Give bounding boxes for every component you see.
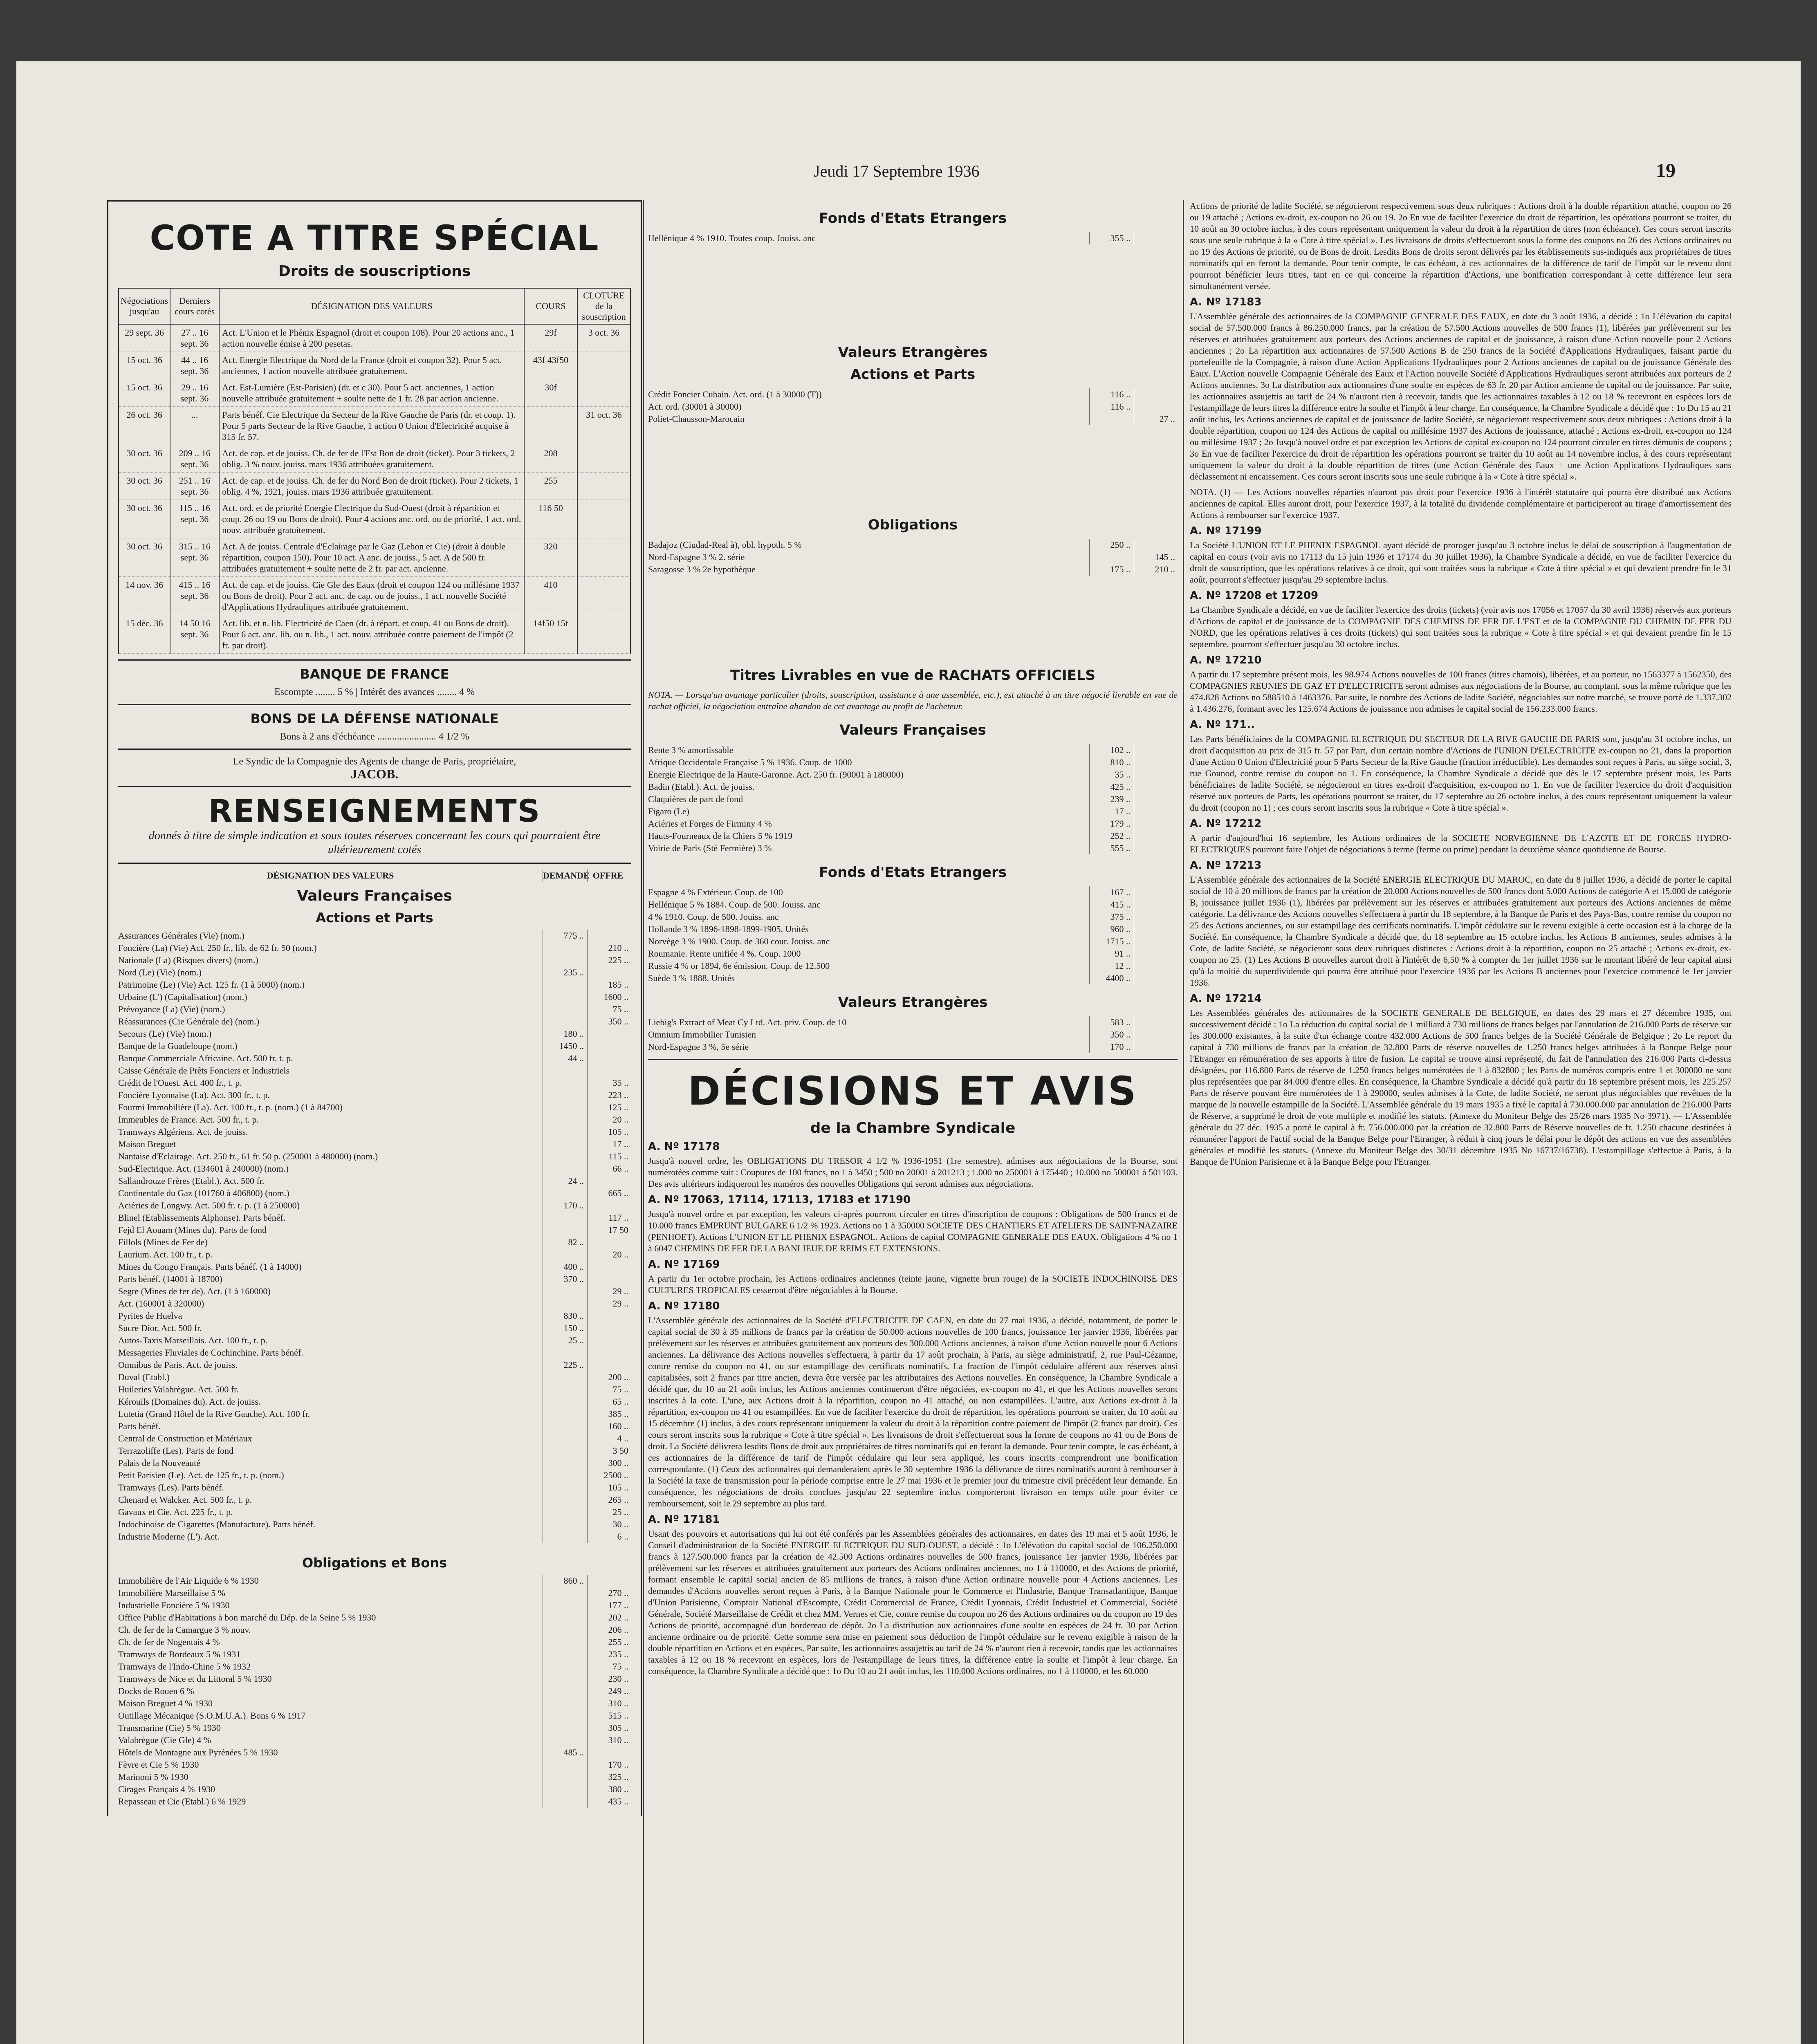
- list-item: Office Public d'Habitations à bon marché du Dép. de la Seine 5 % 1930 202 ..: [118, 1611, 631, 1624]
- table-row: [119, 445, 630, 473]
- cell-date: 26 oct. 36: [119, 407, 170, 445]
- avis-text: L'Assemblée générale des actionnaires de la Société ENERGIE ELECTRIQUE DU MAROC, en date du 8 juillet 1936, a décidé de porter le capital social de 10 à 20 millions de francs par la création de 20.000 Actions nouvelles de 500 francs dont 5.000 Actions de catégorie A et 15.000 de catégorie B, jouissance juillet 1936 (1), libérées par prélèvement sur les réserves et attribuées gratuitement aux porteurs des Actions anciennes de même catégorie. La délivrance des Actions nouvelles s'effectuera à partir du 18 septembre, à la Banque de Paris et des Pays-Bas, contre remise du coupon no 25 des Actions anciennes, ou sur estampillage des certificats nominatifs. L'impôt cédulaire sur le revenu exigible à cette occasion est à la charge de la Société. En conséquence, la Chambre Syndicale a décidé que, du 18 septembre au 15 octobre inclus, les Actions B anciennes, seules admises à la Cote, de ladite Société, se négocieront sous deux rubriques distinctes : Actions droit à la répartition, coupon no 25 attaché ; Actions ex-droit, ex-coupon no 25. (1) Les Actions B nouvelles auront droit à l'intérêt de 6,50 % à compter du 1er juillet 1936 sur le montant libéré de leur capital ainsi qu'à la moitié du superdividende qui pourra être attribué pour l'exercice 1936 par les Actions B anciennes pour l'exercice commencé le 1er janvier 1936.: [1190, 874, 1732, 988]
- cell-date: 30 oct. 36: [119, 500, 170, 538]
- cell-date: 15 oct. 36: [119, 352, 170, 379]
- cell-cloture: [577, 500, 630, 538]
- avis-number: A. Nº 17213: [1190, 859, 1262, 872]
- cell-cloture: 31 oct. 36: [577, 407, 630, 445]
- list-item: Ch. de fer de la Camargue 3 % nouv. 206 ..: [118, 1624, 631, 1636]
- list-item: Hauts-Fourneaux de la Chiers 5 % 1919 252 ..: [648, 830, 1178, 842]
- table-row: [119, 538, 630, 577]
- cote-titre-special-box: [107, 200, 642, 1816]
- rens-ap-title: Actions et Parts: [316, 910, 433, 926]
- renseignements-title: RENSEIGNEMENTS: [208, 793, 541, 829]
- list-item: Act. (160001 à 320000) 29 ..: [118, 1298, 631, 1310]
- list-item: Badin (Etabl.). Act. de jouiss. 425 ..: [648, 781, 1178, 793]
- avis-text: A partir du 17 septembre présent mois, les 98.974 Actions nouvelles de 100 francs (titres chamois), libérées, et au porteur, no 1563377 à 1562350, des COMPAGNIES REUNIES DE GAZ ET D'ELECTRICITE seront admises aux négociations de la Bourse, au comptant, sous la même rubrique que les 474.828 Actions no 588510 à 1463376. Par suite, le nombre des Actions de ladite Société, négociables sur notre marché, se trouve porté de 1.337.302 à 1.436.276, formant avec les 125.674 Actions de jouissance non admises le capital social de 156.233.000 francs.: [1190, 669, 1732, 714]
- col-derniers: Derniers cours cotés: [170, 288, 219, 324]
- list-item: Tramways (Les). Parts bénéf. 105 ..: [118, 1481, 631, 1494]
- cell-desig: Parts bénéf. Cie Electrique du Secteur de la Rive Gauche de Paris (dr. et coup. 1). Pour 5 parts Secteur de la Rive Gauche, 1 action 0 Union d'Electricité acquise à 315 fr. 57.: [219, 407, 524, 445]
- list-item: Russie 4 % or 1894, 6e émission. Coup. de 12.500 12 ..: [648, 960, 1178, 972]
- cell-last: 415 .. 16 sept. 36: [170, 577, 219, 615]
- list-item: Banque de la Guadeloupe (nom.) 1450 ..: [118, 1040, 631, 1052]
- signature: JACOB.: [350, 766, 399, 781]
- avis-number: A. Nº 171..: [1190, 719, 1255, 731]
- avis-number: A. Nº 17210: [1190, 654, 1262, 666]
- avis-number: A. Nº 17208 et 17209: [1190, 589, 1319, 602]
- cell-date: 30 oct. 36: [119, 473, 170, 500]
- col-negociations: Négociations jusqu'au: [119, 288, 170, 324]
- list-item: Chenard et Walcker. Act. 500 fr., t. p. 265 ..: [118, 1494, 631, 1506]
- cell-cours: 116 50: [524, 500, 577, 538]
- cell-desig: Act. A de jouiss. Centrale d'Eclairage par le Gaz (Lebon et Cie) (droit à double répartition, coupon 150). Pour 10 act. A anc. de jouiss., 5 act. A de 500 fr. attribuées gratuitement + soulte nette de 2 fr. par act. ancienne.: [219, 538, 524, 577]
- cell-date: 15 déc. 36: [119, 615, 170, 654]
- list-item: Tramways de Bordeaux 5 % 1931 235 ..: [118, 1648, 631, 1661]
- cell-cours: 14f50 15f: [524, 615, 577, 654]
- col-cours: COURS: [524, 288, 577, 324]
- list-item: Nationale (La) (Risques divers) (nom.) 225 ..: [118, 954, 631, 966]
- cell-last: 315 .. 16 sept. 36: [170, 538, 219, 577]
- list-item: Foncière Lyonnaise (La). Act. 300 fr., t. p. 223 ..: [118, 1089, 631, 1101]
- page-date: Jeudi 17 Septembre 1936: [814, 162, 980, 180]
- decisions-title: DÉCISIONS ET AVIS: [688, 1068, 1138, 1114]
- avis-text: A partir du 1er octobre prochain, les Actions ordinaires anciennes (teinte jaune, vignette brun rouge) de la SOCIETE INDOCHINOISE DES CULTURES TROPICALES cesseront d'être négociables à la Bourse.: [648, 1273, 1178, 1295]
- cell-last: 44 .. 16 sept. 36: [170, 352, 219, 379]
- list-item: Fèvre et Cie 5 % 1930 170 ..: [118, 1759, 631, 1771]
- list-item: Valabrègue (Cie Gle) 4 % 310 ..: [118, 1734, 631, 1746]
- list-item: Badajoz (Ciudad-Real à), obl. hypoth. 5 % 250 ..: [648, 539, 1178, 551]
- avis-text: NOTA. (1) — Les Actions nouvelles réparties n'auront pas droit pour l'exercice 1936 à l'intérêt statutaire qui pourra être distribué aux Actions anciennes de capital. Elles auront droit, pour l'exercice 1937, à la totalité du dividende complémentaire et participeront au tirage d'amortissement des Actions à rembourser sur l'exercice 1937.: [1190, 487, 1732, 520]
- list-item: Parts bénéf. (14001 à 18700) 370 ..: [118, 1273, 631, 1285]
- cell-desig: Act. de cap. et de jouiss. Ch. de fer de l'Est Bon de droit (ticket). Pour 3 tickets, 2 oblig. 3 % nouv. jouiss. mars 1936 attribuées gratuitement.: [219, 445, 524, 473]
- ve-title: Valeurs Etrangères: [838, 344, 988, 361]
- list-item: Figaro (Le) 17 ..: [648, 805, 1178, 818]
- avis-number: A. Nº 17212: [1190, 818, 1262, 830]
- list-item: Poliet-Chausson-Marocain 27 ..: [648, 413, 1178, 425]
- list-item: Afrique Occidentale Française 5 % 1936. Coup. de 1000 810 ..: [648, 756, 1178, 769]
- cell-date: 30 oct. 36: [119, 538, 170, 577]
- avis-text: La Société L'UNION ET LE PHENIX ESPAGNOL ayant décidé de proroger jusqu'au 3 octobre inclus le délai de souscription à l'augmentation de capital en cours (voir avis no 17113 du 15 juin 1936 et 17174 du 30 juillet 1936), la Chambre Syndicale a décidé, en vue de faciliter l'exercice du droit de souscription, que les opérations relatives à ce droit, qui sont traitées sous la rubrique « Cote à titre spécial » et qui devaient prendre fin le 31 août, pourront s'effectuer jusqu'au 29 septembre inclus.: [1190, 540, 1732, 585]
- page-number: 19: [1656, 160, 1676, 182]
- cell-cours: 255: [524, 473, 577, 500]
- cell-cloture: [577, 445, 630, 473]
- cell-last: 209 .. 16 sept. 36: [170, 445, 219, 473]
- list-item: Immeubles de France. Act. 500 fr., t. p. 20 ..: [118, 1114, 631, 1126]
- ve2-title: Valeurs Etrangères: [838, 994, 988, 1011]
- list-item: Nord (Le) (Vie) (nom.) 235 ..: [118, 966, 631, 979]
- rachats-vf-title: Valeurs Françaises: [839, 722, 986, 738]
- avis-text: L'Assemblée générale des actionnaires de la Société d'ELECTRICITE DE CAEN, en date du 27 mai 1936, a décidé, notamment, de porter le capital social de 30 à 35 millions de francs par la création de 50.000 actions nouvelles de 100 francs, jouissance 1er janvier 1936, libérées par prélèvement sur les réserves et attribuées gratuitement aux porteurs des 300.000 Actions anciennes, à raison d'une Action nouvelle pour 6 Actions anciennes. La délivrance des Actions nouvelles s'effectuera, à partir du 17 août prochain, à Paris, au siège administratif, 2, rue Paul-Cézanne, contre remise du coupon no 41, ou sur estampillage des certificats nominatifs. La fraction de l'impôt cédulaire afférent aux réserves ainsi capitalisées, soit 2 francs par titre ancien, devra être versée par les attributaires des Actions nouvelles. En conséquence, la Chambre Syndicale a décidé que, du 10 au 21 août inclus, les Actions anciennes continueront d'être négociées, ex-coupon no 41, et que les Actions nouvelles seront inscrites à la cote. L'une, aux Actions droit à la répartition, coupon no 41 attaché, ou non estampillées. L'autre, aux Actions ex-droit à la répartition, ex-coupon no 41 ou estampillées. En vue de faciliter l'exercice du droit de répartition, les opérations pourront se traiter, du 10 août au 15 décembre (1) inclus, à des cours représentant uniquement la valeur du droit à la répartition contre paiement de l'impôt (2 francs par droit). Ces cours seront inscrits sous la rubrique « Cote à titre spécial ». Les livraisons de droit s'effectueront sous la forme de coupons no 41 ou de Bons de droit. La Société délivrera lesdits Bons de droit aux propriétaires de titres nominatifs qui en feront la demande. Pour tenir compte, le cas échéant, à ces actionnaires de la différence de tarif de l'impôt cédulaire qui leur sera appliqué, les cours inscrits comprendront une bonification correspondante. (1) Ceux des actionnaires qui demanderaient après le 30 septembre 1936 la délivrance de titres nominatifs auront à rembourser à la Société la taxe de transmission pour la période comprise entre le 27 mai 1936 et le premier jour du trimestre civil précédent leur demande. En conséquence, les négociations de droits conclues jusqu'au 22 septembre inclus comporteront livraison en temps utile pour éviter ce remboursement, soit le 29 septembre au plus tard.: [648, 1315, 1178, 1508]
- list-item: Fourmi Immobilière (La). Act. 100 fr., t. p. (nom.) (1 à 84700) 125 ..: [118, 1101, 631, 1114]
- table-row: [119, 352, 630, 379]
- avis-text: Jusqu'à nouvel ordre, les OBLIGATIONS DU TRESOR 4 1/2 % 1936-1951 (1re semestre), admises aux négociations de la Bourse, sont numérotées comme suit : Coupures de 100 francs, no 1 à 3450 ; 500 no 20001 à 201213 ; 1.000 no 250001 à 175440 ; 10.000 no 500001 à 501103. Des avis ultérieurs indiqueront les numéros des nouvelles Obligations qui seront admises aux négociations.: [648, 1156, 1178, 1189]
- rens-col-desig: DÉSIGNATION DES VALEURS: [267, 870, 394, 881]
- list-item: Autos-Taxis Marseillais. Act. 100 fr., t. p. 25 ..: [118, 1334, 631, 1347]
- list-item: Tramways de Nice et du Littoral 5 % 1930 230 ..: [118, 1673, 631, 1685]
- cell-cours: [524, 407, 577, 445]
- list-item: Fillols (Mines de Fer de) 82 ..: [118, 1236, 631, 1248]
- cell-last: ...: [170, 407, 219, 445]
- cell-date: 15 oct. 36: [119, 379, 170, 407]
- avis-number: A. Nº 17214: [1190, 993, 1262, 1005]
- syndic-text: Le Syndic de la Compagnie des Agents de change de Paris, propriétaire,: [233, 756, 516, 767]
- list-item: Suède 3 % 1888. Unités 4400 ..: [648, 972, 1178, 984]
- avis-text: A partir d'aujourd'hui 16 septembre, les Actions ordinaires de la SOCIETE NORVEGIENNE DE L'AZOTE ET DE FORCES HYDRO-ELECTRIQUES pourront faire l'objet de négociations à terme (ferme ou prime) pendant la deuxième séance quotidienne de Bourse.: [1190, 833, 1732, 854]
- list-item: Aciéries et Forges de Firminy 4 % 179 ..: [648, 818, 1178, 830]
- list-item: Saragosse 3 % 2e hypothèque 175 .. 210 ..: [648, 563, 1178, 576]
- avis-number: A. Nº 17183: [1190, 296, 1262, 308]
- list-item: Prévoyance (La) (Vie) (nom.) 75 ..: [118, 1003, 631, 1015]
- list-item: Roumanie. Rente unifiée 4 %. Coup. 1000 91 ..: [648, 948, 1178, 960]
- avis-text: Les Assemblées générales des actionnaires de la SOCIETE GENERALE DE BELGIQUE, en dates des 29 mars et 27 décembre 1935, ont successivement décidé : 1o La réduction du capital social de 1 milliard à 730 millions de francs belges par l'annulation de 216.000 Parts de réserve sur les 300.000 existantes, à la suite d'un échange contre 432.000 Actions de 500 francs belges de la Société Générale de Belgique ; 2o Le report du capital à 730 millions de francs par la création de 32.800 Parts de réserve nouvelles de 1.250 francs belges attribuées à la Banque Belge pour l'Etranger en rémunération de ses apports à titre de fusion. Le capital se trouve ainsi représenté, du fait de l'annulation des 216.000 Parts ci-dessus désignées, par 116.800 Parts de réserve de 1.250 francs belges numérotées de 1 à 832800 ; les Parts de numéros compris entre 1 et 300000 ne sont plus représentées que par 84.000 d'entre elles. En conséquence, la Chambre Syndicale a décidé qu'à partir du 18 septembre présent mois, les 225.257 Parts de réserve pouvant être numérotées de 1 à 290000, seules admises à la Cote, de ladite Société, ne seront plus négociables que revêtues de la marque de la nouvelle estampille de la Société. L'Assemblée générale du 19 mars 1935 a fixé le capital à 730.000.000 par annulation de 216.000 Parts de Réserve, a supprimé le droit de vote multiple et modifié les statuts. (Annexe du Moniteur Belge des 25/26 mars 1935 No 3971). — L'Assemblée générale du 27 déc. 1935 a porté le capital à fr. 756.000.000 par la création de 32.800 Parts de Réserve nouvelles de fr. 1.250 chacune destinées à rémunérer l'apport de l'actif social de la Banque Belge pour l'Etranger, à réduit à cinq jours le délai pour le dépôt des actions en vue des assemblées générales et modifié les statuts. (Annexe du Moniteur Belge des 30/31 décembre 1935 No 16737/16738). L'estampillage s'effectue à Paris, à la Banque de l'Union Parisienne et à la Banque Belge pour l'Etranger.: [1190, 1008, 1732, 1167]
- list-item: Maison Breguet 4 % 1930 310 ..: [118, 1697, 631, 1710]
- list-item: Transmarine (Cie) 5 % 1930 305 ..: [118, 1722, 631, 1734]
- list-item: Lutetia (Grand Hôtel de la Rive Gauche). Act. 100 fr. 385 ..: [118, 1408, 631, 1420]
- rens-vf-title: Valeurs Françaises: [297, 888, 452, 904]
- fe-title: Fonds d'Etats Etrangers: [819, 864, 1007, 881]
- list-item: Tramways Algériens. Act. de jouiss. 105 ..: [118, 1126, 631, 1138]
- list-item: Blinel (Etablissements Alphonse). Parts bénéf. 117 ..: [118, 1212, 631, 1224]
- list-item: Crédit de l'Ouest. Act. 400 fr., t. p. 35 ..: [118, 1077, 631, 1089]
- list-item: Indochinoise de Cigarettes (Manufacture). Parts bénéf. 30 ..: [118, 1518, 631, 1531]
- list-item: Aciéries de Longwy. Act. 500 fr. t. p. (1 à 250000) 170 ..: [118, 1199, 631, 1212]
- list-item: Espagne 4 % Extérieur. Coup. de 100 167 ..: [648, 886, 1178, 899]
- cell-date: 14 nov. 36: [119, 577, 170, 615]
- list-item: Crédit Foncier Cubain. Act. ord. (1 à 30000 (T)) 116 ..: [648, 388, 1178, 401]
- avis-text: La Chambre Syndicale a décidé, en vue de faciliter l'exercice des droits (tickets) (voir avis nos 17056 et 17057 du 30 avril 1936) réservés aux porteurs d'Actions de capital et de jouissance de la COMPAGNIE DES CHEMINS DE FER DE L'EST et de la COMPAGNIE DU CHEMIN DE FER DU NORD, que les opérations relatives à ces droits (tickets) qui sont traitées sous la rubrique « Cote à titre spécial » et qui devaient prendre fin le 15 septembre, pourront s'effectuer jusqu'au 30 octobre inclus.: [1190, 605, 1732, 649]
- list-item: Immobilière de l'Air Liquide 6 % 1930 860 ..: [118, 1575, 631, 1587]
- cell-cloture: [577, 577, 630, 615]
- avis-text: L'Assemblée générale des actionnaires de la COMPAGNIE GENERALE DES EAUX, en date du 3 août 1936, a décidé : 1o L'élévation du capital social de 57.500.000 francs à 86.250.000 francs, par la création de 57.500 Actions nouvelles de 500 francs (1), libérées par prélèvement sur les réserves et attribuées gratuitement aux porteurs des Actions anciennes de capital et de jouissance, à raison d'une Action nouvelle pour 2 Actions anciennes ; 2o La répartition aux actionnaires de 57.500 Actions B de 250 francs de la Société d'Applications Hydrauliques, faisant partie du portefeuille de la Compagnie, à raison d'une Action Applications Hydrauliques pour 2 Actions anciennes de capital ou de jouissance Générale des Eaux. L'Action nouvelle Compagnie Générale des Eaux et l'Action nouvelle Société d'Applications Hydrauliques seront attribuées aux porteurs de 2 Actions anciennes. 3o La distribution aux actionnaires d'une soulte en espèces de 63 fr. 20 par Action ancienne de capital ou de jouissance. Par suite, les actionnaires assujettis au tarif de 24 % n'auront rien à recevoir, tandis que les actionnaires taxables à 12 ou 18 % recevront en espèces lors de l'estampillage de leurs titres la différence entre la soulte et l'impôt à leur charge. En conséquence, la Chambre Syndicale a décidé que : 1o Du 15 au 21 août inclus, les Actions anciennes de capital et de jouissance de ladite Société, se négocieront respectivement sous deux rubriques : Actions droit à la double répartition, coupon no 124 des Actions de capital ou millésime 1937 des Actions de jouissance, attaché ; Actions ex-droit, ex-coupon no 124 ou millésime 1937 ; 2o Jusqu'à nouvel ordre et par exception les Actions de capital ex-coupon no 124 pourront circuler en titres démunis de coupons ; 3o En vue de faciliter l'exercice du droit de répartition les opérations pourront se traiter du 10 août au 14 novembre inclus, à des cours représentant uniquement la valeur du droit à la double répartition de titres (une Action Générale des Eaux + une Action Applications Hydrauliques sans déclassement ni encaissement. Ces cours seront inscrits sous une seule rubrique à la « Cote à titre spécial ».: [1190, 311, 1732, 482]
- list-item: Ch. de fer de Nogentais 4 % 255 ..: [118, 1636, 631, 1648]
- list-item: Repasseau et Cie (Etabl.) 6 % 1929 435 ..: [118, 1795, 631, 1808]
- avis-number: A. Nº 17181: [648, 1513, 720, 1526]
- avis-number: A. Nº 17178: [648, 1141, 720, 1153]
- list-item: Voirie de Paris (Sté Fermière) 3 % 555 ..: [648, 842, 1178, 854]
- list-item: Hôtels de Montagne aux Pyrénées 5 % 1930 485 ..: [118, 1746, 631, 1759]
- cell-desig: Act. Energie Electrique du Nord de la France (droit et coupon 32). Pour 5 act. anciennes, 1 action nouvelle attribuée gratuitement.: [219, 352, 524, 379]
- cell-cours: 208: [524, 445, 577, 473]
- list-item: Patrimoine (Le) (Vie) Act. 125 fr. (1 à 5000) (nom.) 185 ..: [118, 979, 631, 991]
- cell-cloture: [577, 379, 630, 407]
- cell-last: 115 .. 16 sept. 36: [170, 500, 219, 538]
- list-item: Secours (Le) (Vie) (nom.) 180 ..: [118, 1028, 631, 1040]
- avis-text: Jusqu'à nouvel ordre et par exception, les valeurs ci-après pourront circuler en titres d'inscription de coupons : Obligations de 500 francs et de 10.000 francs EMPRUNT BULGARE 6 1/2 % 1923. Actions no 1 à 350000 SOCIETE DES CHANTIERS ET ATELIERS DE SAINT-NAZAIRE (PENHOET). Actions L'UNION ET LE PHENIX ESPAGNOL. Actions de capital COMPAGNIE GENERALE DES EAUX. Obligations 4 % no 1 à 6047 CHEMINS DE FER DE LA BANLIEUE DE REIMS ET EXTENSIONS.: [648, 1209, 1178, 1253]
- list-item: Foncière (La) (Vie) Act. 250 fr., lib. de 62 fr. 50 (nom.) 210 ..: [118, 942, 631, 954]
- decisions-subtitle: de la Chambre Syndicale: [810, 1120, 1016, 1136]
- avis-number: A. Nº 17199: [1190, 525, 1262, 537]
- cell-date: 30 oct. 36: [119, 445, 170, 473]
- cell-desig: Act. lib. et n. lib. Electricité de Caen (dr. à répart. et coup. 41 ou Bons de droit). Pour 6 act. anc. lib. ou n. lib., 1 act. nouv. attribuée contre paiement de l'impôt (2 fr. par droit).: [219, 615, 524, 654]
- list-item: Act. ord. (30001 à 30000) 116 ..: [648, 401, 1178, 413]
- list-item: 4 % 1910. Coup. de 500. Jouiss. anc 375 ..: [648, 911, 1178, 923]
- cell-desig: Act. ord. et de priorité Energie Electrique du Sud-Ouest (droit à répartition et coup. 26 ou 19 ou Bons de droit). Pour 4 actions anc. ord. ou de priorité, 1 act. ord. nouv. attribuée gratuitement.: [219, 500, 524, 538]
- column-left: [107, 200, 642, 2044]
- list-item: Sud-Electrique. Act. (134601 à 240000) (nom.) 66 ..: [118, 1163, 631, 1175]
- list-item: Banque Commerciale Africaine. Act. 500 fr. t. p. 44 ..: [118, 1052, 631, 1065]
- list-item: Rente 3 % amortissable 102 ..: [648, 744, 1178, 756]
- list-item: Hellénique 5 % 1884. Coup. de 500. Jouiss. anc 415 ..: [648, 899, 1178, 911]
- table-row: [119, 324, 630, 352]
- list-item: Sucre Dior. Act. 500 fr. 150 ..: [118, 1322, 631, 1334]
- cell-desig: Act. Est-Lumière (Est-Parisien) (dr. et c 30). Pour 5 act. anciennes, 1 action nouvelle attribuée gratuitement + soulte nette de 1 fr. 28 par action ancienne.: [219, 379, 524, 407]
- cell-date: 29 sept. 36: [119, 324, 170, 352]
- rens-ob-title: Obligations et Bons: [302, 1555, 447, 1571]
- table-row: [119, 379, 630, 407]
- avis-number: A. Nº 17169: [648, 1258, 720, 1271]
- table-row: [119, 473, 630, 500]
- avis-number: A. Nº 17180: [648, 1300, 720, 1312]
- ve-ob-title: Obligations: [868, 517, 958, 533]
- avis-text: Actions de priorité de ladite Société, se négocieront respectivement sous deux rubriques : Actions droit à la double répartition attaché, coupon no 26 ou 19 attaché ; Actions ex-droit, ex-coupon no 26 ou 19. 2o En vue de faciliter l'exercice du droit de répartition, les opérations pourront se traiter, du 10 août au 30 octobre inclus, à des cours représentant uniquement la valeur du droit à la répartition de titres (non échéance). Ces cours seront inscrits sous une seule rubrique à la « Cote à titre spécial ». Les livraisons de droits s'effectueront sous la forme des coupons no 26 des Actions ordinaires ou no 19 des Actions de priorité, ou de Bons de droit. Lesdits Bons de droits seront délivrés par les établissements sus-indiqués aux propriétaires de titres nominatifs qui en feront la demande. Pour tenir compte, le cas échéant, à ces actionnaires de la différence de tarif de l'impôt sur le revenu dont pourront bénéficier leurs titres, tant en ce qui concerne la répartition d'Actions, une bonification correspondant à cette différence leur sera simultanément versée.: [1190, 201, 1732, 291]
- renseignements-note: donnés à titre de simple indication et sous toutes réserves concernant les cours qui pourraient être ultérieurement cotés: [148, 829, 601, 856]
- cell-cours: 410: [524, 577, 577, 615]
- list-item: Parts bénéf. 160 ..: [118, 1420, 631, 1432]
- list-item: Laurium. Act. 100 fr., t. p. 20 ..: [118, 1248, 631, 1261]
- column-rule: [1183, 200, 1184, 2044]
- list-item: Pyrites de Huelva 830 ..: [118, 1310, 631, 1322]
- cell-cloture: 3 oct. 36: [577, 324, 630, 352]
- list-item: Liebig's Extract of Meat Cy Ltd. Act. priv. Coup. de 10 583 ..: [648, 1016, 1178, 1029]
- avis-number: A. Nº 17063, 17114, 17113, 17183 et 17190: [648, 1194, 911, 1206]
- cell-cloture: [577, 538, 630, 577]
- bons-line: Bons à 2 ans d'échéance ........................ 4 1/2 %: [280, 731, 469, 742]
- bons-title: BONS DE LA DÉFENSE NATIONALE: [250, 711, 499, 726]
- cell-cloture: [577, 615, 630, 654]
- ve-ap-title: Actions et Parts: [850, 366, 976, 383]
- cell-last: 251 .. 16 sept. 36: [170, 473, 219, 500]
- list-item: Maison Breguet 17 ..: [118, 1138, 631, 1150]
- list-item: Fejd El Aouam (Mines du). Parts de fond 17 50: [118, 1224, 631, 1236]
- rens-col-demande: DEMANDE: [543, 870, 587, 882]
- cell-last: 14 50 16 sept. 36: [170, 615, 219, 654]
- list-item: Tramways de l'Indo-Chine 5 % 1932 75 ..: [118, 1661, 631, 1673]
- column-right: [1186, 200, 1736, 2044]
- rachats-title: Titres Livrables en vue de RACHATS OFFICIELS: [730, 667, 1095, 684]
- list-item: Segre (Mines de fer de). Act. (1 à 160000) 29 ..: [118, 1285, 631, 1298]
- cell-desig: Act. de cap. et de jouiss. Ch. de fer du Nord Bon de droit (ticket). Pour 2 tickets, 1 oblig. 4 %, 1921, jouiss. mars 1936 attribuée gratuitement.: [219, 473, 524, 500]
- list-item: Omnibus de Paris. Act. de jouiss. 225 ..: [118, 1359, 631, 1371]
- list-item: Marinoni 5 % 1930 325 ..: [118, 1771, 631, 1783]
- cell-cours: 30f: [524, 379, 577, 407]
- banque-line: Escompte ........ 5 % | Intérêt des avances ........ 4 %: [274, 687, 475, 697]
- list-item: Cirages Français 4 % 1930 380 ..: [118, 1783, 631, 1795]
- list-item: Sallandrouze Frères (Etabl.). Act. 500 fr. 24 ..: [118, 1175, 631, 1187]
- col-designation: DÉSIGNATION DES VALEURS: [219, 288, 524, 324]
- list-item: Energie Electrique de la Haute-Garonne. Act. 250 fr. (90001 à 180000) 35 ..: [648, 769, 1178, 781]
- banque-title: BANQUE DE FRANCE: [300, 666, 449, 682]
- cell-cours: 29f: [524, 324, 577, 352]
- list-item: Terrazoliffe (Les). Parts de fond 3 50: [118, 1445, 631, 1457]
- cell-last: 29 .. 16 sept. 36: [170, 379, 219, 407]
- avis-text: Les Parts bénéficiaires de la COMPAGNIE ELECTRIQUE DU SECTEUR DE LA RIVE GAUCHE DE PARIS sont, jusqu'au 31 octobre inclus, un droit d'acquisition au prix de 315 fr. 57 par Part, d'un certain nombre d'Actions de l'UNION D'ELECTRICITE ex-coupon no 21, dans la proportion d'une Action 0 Union d'Electricité pour 5 Parts Secteur de la Rive Gauche (fraction irréductible). Les demandes sont reçues à Paris, au siège social, 3, rue Gounod, contre remise du coupon no 1. En conséquence, la Chambre Syndicale a décidé que dès le 17 septembre présent mois, les Parts bénéficiaires de ladite Société, se négocieront en titres ex-droit d'acquisition, ex-coupon no 1. En vue de faciliter l'exercice du droit d'acquisition réservé aux porteurs de Parts, les opérations pourront se traiter, du 17 septembre au 26 octobre inclus, à des cours représentant uniquement la valeur du droit (coupon no 1) ; ces cours seront inscrits sous la rubrique « Cote à titre spécial ».: [1190, 734, 1732, 813]
- list-item: Continentale du Gaz (101760 à 406800) (nom.) 665 ..: [118, 1187, 631, 1199]
- cell-cours: 43f 43f50: [524, 352, 577, 379]
- table-row: [119, 577, 630, 615]
- list-item: Hollande 3 % 1896-1898-1899-1905. Unités 960 ..: [648, 923, 1178, 935]
- col-cloture: CLOTURE de la souscription: [577, 288, 630, 324]
- table-row: [119, 615, 630, 654]
- list-item: Central de Construction et Matériaux 4 ..: [118, 1432, 631, 1445]
- cell-last: 27 .. 16 sept. 36: [170, 324, 219, 352]
- list-item: Mines du Congo Français. Parts bénéf. (1 à 14000) 400 ..: [118, 1261, 631, 1273]
- column-middle: [644, 200, 1182, 2044]
- list-item: Palais de la Nouveauté 300 ..: [118, 1457, 631, 1469]
- list-item: Claquières de part de fond 239 ..: [648, 793, 1178, 805]
- list-item: Docks de Rouen 6 % 249 ..: [118, 1685, 631, 1697]
- cell-cloture: [577, 473, 630, 500]
- cote-subtitle: Droits de souscriptions: [278, 263, 471, 280]
- rachats-note: NOTA. — Lorsqu'un avantage particulier (droits, souscription, assistance à une assemblée, etc.), est attaché à un titre négocié livrable en vue de rachat officiel, la négociation entraîne abandon de cet avantage au profit de l'acheteur.: [648, 690, 1178, 711]
- avis-text: Usant des pouvoirs et autorisations qui lui ont été conférés par les Assemblées générales des actionnaires, en dates des 19 mai et 5 août 1936, le Conseil d'administration de la Société ENERGIE ELECTRIQUE DU SUD-OUEST, a décidé : 1o L'élévation du capital social de 106.250.000 francs à 127.500.000 francs par la création de 42.500 Actions ordinaires nouvelles de 500 francs, jouissance 1er janvier 1936, libérées par prélèvement sur les réserves et attribuées gratuitement aux porteurs des Actions ordinaires anciennes, no 1 à 110000, et des Actions de priorité, formant ensemble le capital social ancien de 85 millions de francs, à raison d'une Action ordinaire nouvelle pour 4 Actions anciennes. Les demandes d'Actions nouvelles seront reçues à Paris, à la Banque Nationale pour le Commerce et l'Industrie, Banque Transatlantique, Banque d'Union Parisienne, Comptoir National d'Escompte, Crédit Commercial de France, Crédit Lyonnais, Crédit Industriel et Commercial, Société Générale, Société Marseillaise de Crédit et chez MM. Vernes et Cie, contre remise du coupon no 26 des Actions ordinaires ou du coupon no 19 des Actions de priorité, accompagné d'un bordereau de dépôt. 2o La distribution aux actionnaires d'une soulte en espèces de 24 fr. 30 par Action ancienne ordinaire ou de priorité. Cette somme sera mise en paiement sous déduction de l'impôt cédulaire sur le revenu exigible à raison de la double répartition en Actions et en espèces. Par suite, les actionnaires assujettis au tarif de 24 % n'auront rien à recevoir, tandis que les actionnaires taxables à 12 ou 18 % recevront en espèces, lors de l'estampillage de leurs titres, la différence entre la soulte et l'impôt à leur charge. En conséquence, la Chambre Syndicale a décidé que : 1o Du 10 au 21 août inclus, les 110.000 Actions ordinaires, no 1 à 110000, et les 60.000: [648, 1529, 1178, 1676]
- list-item: Outillage Mécanique (S.O.M.U.A.). Bons 6 % 1917 515 ..: [118, 1710, 631, 1722]
- rens-col-offre: OFFRE: [587, 870, 631, 882]
- list-item: Omnium Immobilier Tunisien 350 ..: [648, 1029, 1178, 1041]
- cell-cours: 320: [524, 538, 577, 577]
- list-item: Nord-Espagne 3 %, 5e série 170 ..: [648, 1041, 1178, 1053]
- list-item: Hellénique 4 % 1910. Toutes coup. Jouiss. anc 355 ..: [648, 232, 1178, 244]
- list-item: Gavaux et Cie. Act. 225 fr., t. p. 25 ..: [118, 1506, 631, 1518]
- list-item: Assurances Générales (Vie) (nom.) 775 ..: [118, 930, 631, 942]
- list-item: Messageries Fluviales de Cochinchine. Parts bénéf.: [118, 1347, 631, 1359]
- table-row: [119, 500, 630, 538]
- list-item: Petit Parisien (Le). Act. de 125 fr., t. p. (nom.) 2500 ..: [118, 1469, 631, 1481]
- cote-title: COTE A TITRE SPÉCIAL: [150, 218, 599, 258]
- list-item: Nord-Espagne 3 % 2. série 145 ..: [648, 551, 1178, 563]
- list-item: Nantaise d'Eclairage. Act. 250 fr., 61 fr. 50 p. (250001 à 480000) (nom.) 115 ..: [118, 1150, 631, 1163]
- list-item: Duval (Etabl.) 200 ..: [118, 1371, 631, 1383]
- list-item: Urbaine (L') (Capitalisation) (nom.) 1600 ..: [118, 991, 631, 1003]
- cell-cloture: [577, 352, 630, 379]
- list-item: Industrie Moderne (L'). Act. 6 ..: [118, 1531, 631, 1543]
- cote-table: [118, 288, 631, 654]
- list-item: Immobilière Marseillaise 5 % 270 ..: [118, 1587, 631, 1599]
- list-item: Kérouils (Domaines du). Act. de jouiss. 65 ..: [118, 1396, 631, 1408]
- fonds-etr-title: Fonds d'Etats Etrangers: [819, 210, 1007, 226]
- cell-desig: Act. de cap. et de jouiss. Cie Gle des Eaux (droit et coupon 124 ou millésime 1937 ou Bons de droit). Pour 2 act. anc. de cap. ou de jouiss., 1 act. nouvelle Société d'Applications Hydrauliques attribuée gratuitement.: [219, 577, 524, 615]
- list-item: Industrielle Foncière 5 % 1930 177 ..: [118, 1599, 631, 1611]
- list-item: Caisse Générale de Prêts Fonciers et Industriels: [118, 1065, 631, 1077]
- list-item: Réassurances (Cie Générale de) (nom.) 350 ..: [118, 1015, 631, 1028]
- cell-desig: Act. L'Union et le Phénix Espagnol (droit et coupon 108). Pour 20 actions anc., 1 action nouvelle émise à 200 pesetas.: [219, 324, 524, 352]
- list-item: Norvège 3 % 1900. Coup. de 360 cour. Jouiss. anc 1715 ..: [648, 935, 1178, 948]
- table-row: [119, 407, 630, 445]
- list-item: Huileries Valabrègue. Act. 500 fr. 75 ..: [118, 1383, 631, 1396]
